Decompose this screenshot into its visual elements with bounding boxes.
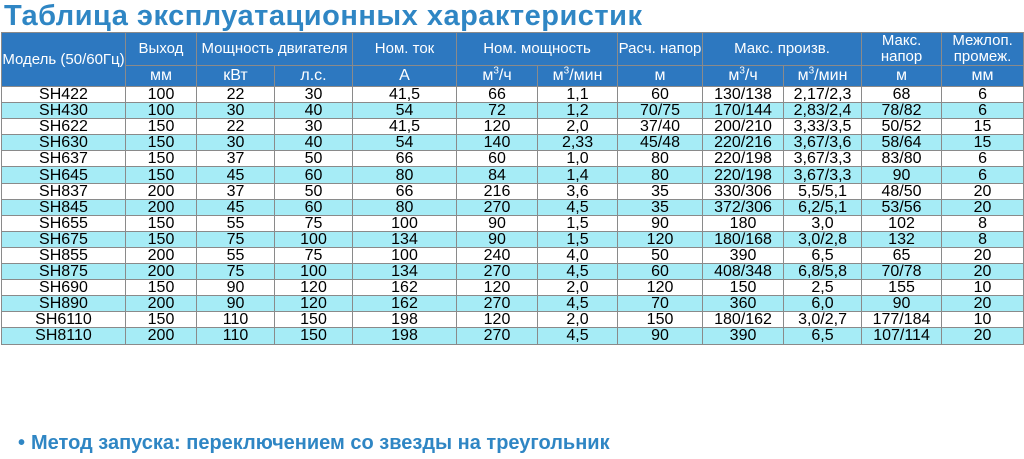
table-cell: 2,83/2,4 [784,103,862,119]
table-cell: 6 [942,167,1024,183]
table-cell: 90 [862,296,942,312]
table-cell: 72 [457,103,538,119]
table-cell: 60 [618,87,703,103]
table-cell: 200 [126,199,197,215]
table-cell: 120 [457,280,538,296]
table-cell: 270 [457,199,538,215]
table-row [2,119,1024,135]
bullet-icon: • [18,432,26,454]
table-cell: 150 [126,167,197,183]
table-cell: 10 [942,280,1024,296]
table-cell: 3,0/2,7 [784,312,862,328]
table-cell: 130/138 [703,87,784,103]
table-cell: 177/184 [862,312,942,328]
performance-table [1,32,1024,345]
start-method-note [18,430,610,456]
table-cell: 3,0 [784,215,862,231]
table-cell: 60 [457,151,538,167]
table-cell: 90 [862,167,942,183]
table-cell: 150 [126,280,197,296]
table-cell: 70/78 [862,264,942,280]
table-cell: 45 [197,199,275,215]
table-cell: 6 [942,87,1024,103]
table-row [2,312,1024,328]
table-cell: 372/306 [703,199,784,215]
table-row [2,199,1024,215]
unit-power-m3min: $м^3$/мин [538,66,618,87]
unit-outlet: мм [126,66,197,87]
table-cell: 45/48 [618,135,703,151]
unit-passage: мм [942,66,1024,87]
table-cell: 37 [197,183,275,199]
table-cell: 220/198 [703,151,784,167]
table-cell: 70/75 [618,103,703,119]
table-cell: 66 [353,151,457,167]
table-cell: 22 [197,119,275,135]
table-cell: 75 [275,215,353,231]
table-cell: SH6110 [2,312,126,328]
table-cell: 162 [353,280,457,296]
table-cell: 3,0/2,8 [784,231,862,247]
table-cell: 107/114 [862,328,942,344]
table-cell: 30 [275,119,353,135]
table-cell: 150 [126,215,197,231]
table-cell: 3,67/3,3 [784,167,862,183]
table-cell: 5,5/5,1 [784,183,862,199]
table-cell: 37/40 [618,119,703,135]
table-cell: 6,5 [784,247,862,263]
table-cell: SH655 [2,215,126,231]
table-cell: 100 [353,215,457,231]
table-cell: 198 [353,328,457,344]
table-cell: 50/52 [862,119,942,135]
table-cell: 66 [457,87,538,103]
table-cell: 48/50 [862,183,942,199]
table-cell: 60 [275,167,353,183]
unit-cap-m3min: $м^3$/мин [784,66,862,87]
table-cell: 90 [618,215,703,231]
header-max-capacity: Макс. произв. [703,33,862,66]
table-cell: 90 [457,215,538,231]
table-cell: 1,1 [538,87,618,103]
table-row [2,328,1024,344]
table-cell: 140 [457,135,538,151]
table-cell: 120 [275,296,353,312]
table-cell: SH837 [2,183,126,199]
table-cell: 84 [457,167,538,183]
table-row [2,231,1024,247]
table-cell: 4,5 [538,296,618,312]
table-cell: SH890 [2,296,126,312]
table-body [2,87,1024,345]
table-cell: 102 [862,215,942,231]
table-row [2,215,1024,231]
table-cell: 132 [862,231,942,247]
table-cell: 220/216 [703,135,784,151]
table-cell: 100 [126,103,197,119]
table-row [2,264,1024,280]
table-cell: 54 [353,135,457,151]
table-cell: 162 [353,296,457,312]
table-cell: 150 [275,328,353,344]
table-cell: SH430 [2,103,126,119]
note-text: Метод запуска: переключением со звезды на треугольник [31,432,610,454]
table-cell: 200 [126,247,197,263]
table-cell: 45 [197,167,275,183]
table-cell: 2,0 [538,312,618,328]
table-cell: 120 [457,312,538,328]
unit-power-m3h: $м^3/ч$ [457,66,538,87]
table-row [2,280,1024,296]
unit-cap-m3h: $м^3/ч$ [703,66,784,87]
table-cell: 180/162 [703,312,784,328]
table-cell: 1,5 [538,231,618,247]
table-cell: 10 [942,312,1024,328]
table-cell: 55 [197,247,275,263]
table-cell: 100 [126,87,197,103]
table-cell: 2,17/2,3 [784,87,862,103]
unit-max-head: м [862,66,942,87]
table-cell: 4,5 [538,328,618,344]
table-cell: 100 [275,264,353,280]
table-cell: 54 [353,103,457,119]
page-title: Таблица эксплуатационных характеристик [4,0,643,32]
table-cell: 15 [942,135,1024,151]
table-cell: 150 [126,119,197,135]
table-cell: 80 [618,167,703,183]
table-cell: 15 [942,119,1024,135]
table-cell: 41,5 [353,119,457,135]
table-cell: 90 [197,280,275,296]
table-cell: 50 [275,151,353,167]
table-row [2,103,1024,119]
table-cell: SH675 [2,231,126,247]
table-cell: 150 [126,151,197,167]
table-cell: 150 [126,312,197,328]
table-cell: 240 [457,247,538,263]
table-cell: 220/198 [703,167,784,183]
table-row [2,183,1024,199]
table-cell: 2,0 [538,119,618,135]
table-cell: 4,5 [538,199,618,215]
unit-current: А [353,66,457,87]
table-row [2,167,1024,183]
table-cell: SH690 [2,280,126,296]
table-cell: 1,2 [538,103,618,119]
table-cell: 40 [275,103,353,119]
table-cell: 2,0 [538,280,618,296]
table-cell: 150 [275,312,353,328]
table-row [2,135,1024,151]
table-cell: 3,6 [538,183,618,199]
table-cell: 150 [126,135,197,151]
table-cell: 200 [126,183,197,199]
table-cell: 200/210 [703,119,784,135]
table-cell: 4,0 [538,247,618,263]
table-cell: SH422 [2,87,126,103]
unit-head: м [618,66,703,87]
table-cell: 30 [197,135,275,151]
table-cell: 6,0 [784,296,862,312]
table-cell: 20 [942,296,1024,312]
table-cell: 6,2/5,1 [784,199,862,215]
table-cell: 8 [942,215,1024,231]
table-cell: 60 [618,264,703,280]
table-cell: 110 [197,328,275,344]
table-cell: 35 [618,183,703,199]
table-cell: 150 [703,280,784,296]
table-cell: 30 [197,103,275,119]
table-cell: 120 [618,231,703,247]
table-cell: 50 [275,183,353,199]
table-cell: SH8110 [2,328,126,344]
table-cell: 8 [942,231,1024,247]
table-cell: 80 [353,199,457,215]
table-cell: SH845 [2,199,126,215]
table-cell: 90 [457,231,538,247]
table-cell: 180/168 [703,231,784,247]
header-outlet: Выход [126,33,197,66]
table-cell: 216 [457,183,538,199]
table-cell: 20 [942,183,1024,199]
table-cell: 90 [197,296,275,312]
table-cell: 330/306 [703,183,784,199]
table-cell: 390 [703,247,784,263]
table-cell: 80 [353,167,457,183]
table-cell: 270 [457,264,538,280]
table-cell: 3,67/3,6 [784,135,862,151]
table-cell: 41,5 [353,87,457,103]
table-cell: 3,67/3,3 [784,151,862,167]
table-cell: 55 [197,215,275,231]
table-cell: 83/80 [862,151,942,167]
table-cell: 66 [353,183,457,199]
table-row [2,247,1024,263]
header-design-head: Расч. напор [618,33,703,66]
table-cell: 53/56 [862,199,942,215]
table-cell: 35 [618,199,703,215]
table-cell: 78/82 [862,103,942,119]
table-cell: 120 [275,280,353,296]
table-cell: 155 [862,280,942,296]
table-cell: 408/348 [703,264,784,280]
header-max-head: Макс. напор [862,33,942,66]
table-cell: SH630 [2,135,126,151]
table-cell: 30 [275,87,353,103]
table-row [2,151,1024,167]
table-cell: 37 [197,151,275,167]
table-cell: 120 [457,119,538,135]
header-rated-power: Ном. мощность [457,33,618,66]
unit-kw: кВт [197,66,275,87]
table-cell: 50 [618,247,703,263]
table-cell: 20 [942,264,1024,280]
table-cell: 4,5 [538,264,618,280]
table-cell: 200 [126,264,197,280]
table-cell: 90 [618,328,703,344]
table-cell: 65 [862,247,942,263]
table-cell: 75 [275,247,353,263]
table-cell: 20 [942,199,1024,215]
table-cell: 68 [862,87,942,103]
table-cell: 22 [197,87,275,103]
table-cell: 1,4 [538,167,618,183]
table-cell: 40 [275,135,353,151]
table-cell: SH622 [2,119,126,135]
table-cell: 134 [353,231,457,247]
table-cell: 20 [942,247,1024,263]
table-cell: 1,5 [538,215,618,231]
table-cell: 75 [197,264,275,280]
table-cell: SH875 [2,264,126,280]
table-row [2,87,1024,103]
table-cell: 3,33/3,5 [784,119,862,135]
table-cell: 120 [618,280,703,296]
table-cell: 60 [275,199,353,215]
table-cell: 270 [457,296,538,312]
table-cell: 70 [618,296,703,312]
table-cell: 2,33 [538,135,618,151]
table-cell: 2,5 [784,280,862,296]
table-cell: 150 [618,312,703,328]
table-cell: 200 [126,296,197,312]
table-cell: 6 [942,151,1024,167]
table-cell: 58/64 [862,135,942,151]
table-cell: SH637 [2,151,126,167]
table-cell: 6,5 [784,328,862,344]
table-cell: 20 [942,328,1024,344]
header-passage: Межлоп. промеж. [942,33,1024,66]
table-cell: 180 [703,215,784,231]
table-cell: 150 [126,231,197,247]
table-cell: 75 [197,231,275,247]
table-cell: 110 [197,312,275,328]
table-cell: 1,0 [538,151,618,167]
table-cell: 198 [353,312,457,328]
table-cell: 390 [703,328,784,344]
unit-hp: л.с. [275,66,353,87]
header-rated-current: Ном. ток [353,33,457,66]
header-model: Модель (50/60Гц) [2,33,126,87]
table-cell: 200 [126,328,197,344]
table-cell: 270 [457,328,538,344]
table-cell: 6 [942,103,1024,119]
table-cell: 360 [703,296,784,312]
table-cell: 80 [618,151,703,167]
table-cell: 100 [353,247,457,263]
table-row [2,296,1024,312]
table-cell: SH645 [2,167,126,183]
table-cell: 134 [353,264,457,280]
header-motor-power: Мощность двигателя [197,33,353,66]
table-cell: SH855 [2,247,126,263]
table-cell: 100 [275,231,353,247]
table-cell: 170/144 [703,103,784,119]
table-cell: 6,8/5,8 [784,264,862,280]
